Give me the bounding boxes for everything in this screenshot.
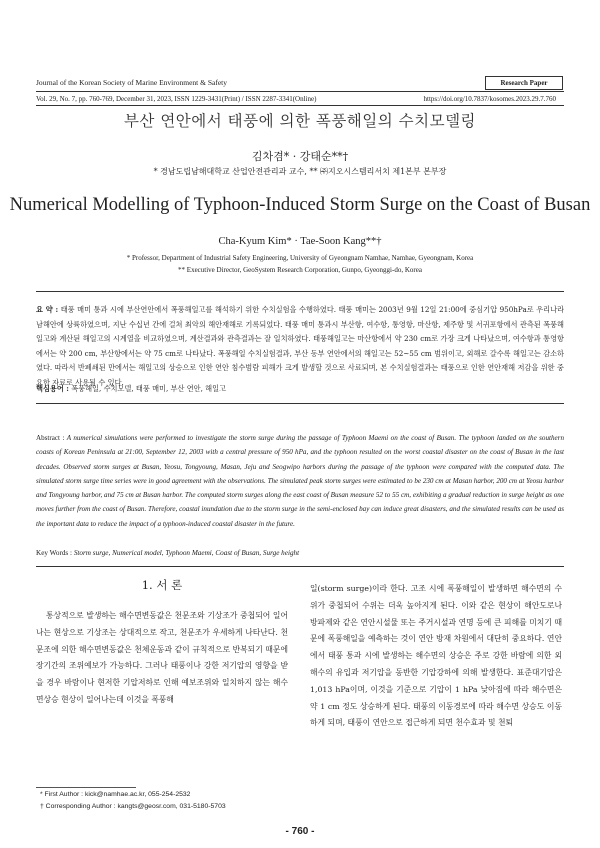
english-affiliation-2: ** Executive Director, GeoSystem Research Corporation, Gunpo, Gyeonggi-do, Korea (178, 266, 422, 274)
korean-abstract (36, 303, 564, 390)
korean-abstract-label: 요 약 : (36, 305, 59, 314)
abstract-rule-bottom (36, 566, 564, 567)
doi-link[interactable]: https://doi.org/10.7837/kosomes.2023.29.7.760 (423, 95, 556, 103)
page-number: - 760 - (285, 826, 315, 837)
korean-keywords (36, 384, 564, 394)
abstract-rule-top (36, 291, 564, 292)
volume-info: Vol. 29, No. 7, pp. 760-769, December 31, 2023, ISSN 1229-3431(Print) / ISSN 2287-3341(Online) (36, 95, 317, 103)
english-abstract-label: Abstract : (36, 434, 65, 442)
abstract-rule-mid (36, 403, 564, 404)
english-affiliation-1: * Professor, Department of Industrial Safety Engineering, University of Gyeongnam Namhae, Namhae, Gyeongnam, Korea (126, 254, 474, 262)
english-abstract (36, 431, 564, 531)
english-keywords (36, 549, 564, 557)
korean-authors: 김차겸* · 강태순**† (251, 150, 349, 163)
body-left-column: 통상적으로 발생하는 해수면변동값은 천문조와 기상조가 중첩되어 일어나는 현상으로 기상조는 상대적으로 작고, 천문조가 우세하게 나타난다. 천문조에 의한 해수면변동값은 천체운동과 같이 규칙적으로 반복되기 때문에 장기간의 조위예보가 가능하다. 그러나 태풍이나 강한 저기압의 영향을 받을 경우 바람이나 현저한 기압저하로 인해 예보조위와 일치하지 않는 해수면상승 현상이 일어나는데 이것을 폭풍해 (36, 611, 288, 704)
korean-affiliation: * 경남도립남해대학교 산업안전관리과 교수, ** ㈜지오시스템리서치 제1본부 본부장 (153, 167, 447, 176)
english-abstract-text: A numerical simulations were performed to investigate the storm surge during the passage of Typhoon Maemi on the coast of Busan. The typhoon landed on the southern coasts of Korean Peninsula at 21:00, September 12, 2003 with a central pressure of 950 hPa, and the typhoon resulted on the worst coastal disaster on the coast of Busan in the last decades. Observed storm surges at Busan, Yeosu, Tongyoung, Masan, Jeju and Seogwipo harbors during the passage of the typhoon were compared with the computed data. The simulated storm surge time series were in good agreement with the observations. The simulated peak storm surges were estimated to be 230 cm at Masan harbor, 200 cm at Yeosu harbor and Tongyoung harbor, and 75 cm at Busan harbor. The computed storm surges along the east coast of Busan measure 52 to 55 cm, exhibiting a gradual reduction in surge height as one moves further from the coast of Busan. Therefore, coastal inundation due to the storm surge in the semi-enclosed bay can induce great disasters, and the simulated results can be used as the important data to reduce the impact of a typhoon-induced coastal disaster in the future. (36, 434, 564, 528)
korean-keywords-label: 핵심용어 : (36, 384, 69, 393)
english-keywords-text: Storm surge, Numerical model, Typhoon Maemi, Coast of Busan, Surge height (72, 549, 300, 557)
korean-keywords-text: 폭풍해일, 수치모델, 태풍 매미, 부산 연안, 해일고 (68, 384, 226, 393)
research-paper-badge: Research Paper (485, 76, 563, 90)
korean-abstract-text: 태풍 매미 통과 시에 부산연안에서 폭풍해일고를 해석하기 위한 수치실험을 수행하였다. 태풍 매미는 2003년 9월 12일 21:00에 중심기압 950hPa로 우리나라 남해안에 상륙하였으며, 지난 수십년 간에 걸쳐 최악의 해안재해로 기록되었다. 태풍 매미 통과시 부산항, 여수항, 통영항, 마산항, 제주항 및 서귀포항에서 관측된 폭풍해일고와 계산된 해일고의 시계열을 비교하였으며, 계산결과와 관측결과는 잘 일치하였다. 태풍해일고는 마산항에서 약 230 cm로 가장 크게 나타났으며, 여수항과 통영항에서는 약 200 cm, 부산항에서는 약 75 cm로 나타났다. 폭풍해일 수치실험결과, 부산 동부 연안에서의 해일고는 52~55 cm 범위이고, 외해로 갈수록 해일고는 감소하였다. 따라서 반폐쇄된 만에서는 해일고의 상승으로 인한 연안 침수범람 피해가 크게 발생할 것으로 사료되며, 본 수치실험결과는 태풍으로 인한 연안재해 저감을 위한 중요한 자료로 사용될 수 있다. (36, 305, 565, 387)
journal-name: Journal of the Korean Society of Marine Environment & Safety (36, 78, 227, 87)
english-authors: Cha-Kyum Kim* · Tae-Soon Kang**† (218, 236, 382, 247)
body-right-column: 일(storm surge)이라 한다. 고조 시에 폭풍해일이 발생하면 해수면의 수위가 중첩되어 수위는 더욱 높아지게 된다. 이와 같은 현상이 해안도로나 방파제와 같은 연안시설물 또는 주거시설과 연명 등에 큰 피해를 미치기 때문에 폭풍해일을 예측하는 것이 연안 방재 차원에서 대단히 중요하다. 연안에서 태풍 통과 시에 발생하는 해수면의 상승은 주로 강한 바람에 의한 외해수의 유입과 저기압을 동반한 기압강하에 의해 발생한다. 표준대기압은 1,013 hPa이며, 이것을 기준으로 기압이 1 hPa 낮아짐에 따라 해수면은 약 1 cm 정도 상승하게 된다. 태풍의 이동경로에 따라 해수면 상승도 이동하게 되며, 태풍이 연안으로 접근하게 되면 천수효과 및 천퇴 (310, 584, 562, 728)
korean-title: 부산 연안에서 태풍에 의한 폭풍해일의 수치모델링 (123, 112, 477, 130)
footnote-corresponding-author: † Corresponding Author : kangts@geosr.com, 031-5180-5703 (40, 803, 226, 810)
footnote-first-author: * First Author : kick@namhae.ac.kr, 055-254-2532 (40, 791, 191, 798)
section-title: 1. 서 론 (141, 578, 183, 592)
header-rule-top (36, 91, 564, 92)
english-keywords-label: Key Words : (36, 549, 73, 557)
header-rule-bottom (36, 105, 564, 106)
english-title: Numerical Modelling of Typhoon-Induced Storm Surge on the Coast of Busan (9, 195, 591, 215)
footnote-rule (36, 787, 136, 788)
